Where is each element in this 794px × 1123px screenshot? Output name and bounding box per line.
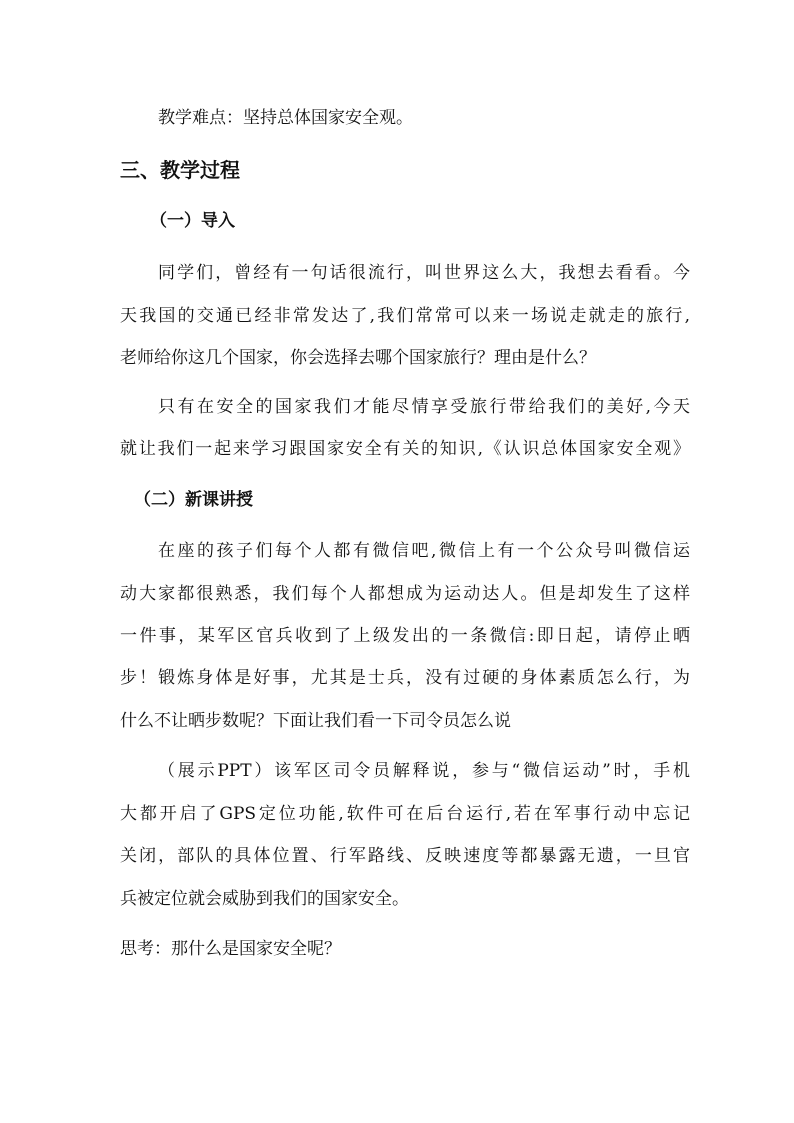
new-lesson-paragraph1-line2: 动大家都很熟悉，我们每个人都想成为运动达人。但是却发生了这样 xyxy=(120,584,690,604)
reflection-question: 思考：那什么是国家安全呢？ xyxy=(120,939,341,959)
new-lesson-paragraph2-line2: 大都开启了GPS定位功能,软件可在后台运行,若在军事行动中忘记 xyxy=(120,804,690,824)
intro-heading: （一）导入 xyxy=(150,211,235,231)
new-lesson-paragraph1-line3: 一件事，某军区官兵收到了上级发出的一条微信:即日起，请停止晒 xyxy=(120,626,690,646)
intro-paragraph2-line1: 只有在安全的国家我们才能尽情享受旅行带给我们的美好,今天 xyxy=(158,397,690,417)
teaching-difficulty-line: 教学难点：坚持总体国家安全观。 xyxy=(158,108,413,128)
new-lesson-paragraph1-line4: 步！锻炼身体是好事，尤其是士兵，没有过硬的身体素质怎么行，为 xyxy=(120,668,690,688)
intro-paragraph1-line1: 同学们，曾经有一句话很流行，叫世界这么大，我想去看看。今 xyxy=(158,263,690,283)
new-lesson-paragraph2-line1: （展示PPT）该军区司令员解释说，参与“微信运动”时，手机 xyxy=(158,761,690,781)
section-title: 三、教学过程 xyxy=(120,158,240,182)
new-lesson-paragraph1-line1: 在座的孩子们每个人都有微信吧,微信上有一个公众号叫微信运 xyxy=(158,541,690,561)
new-lesson-heading: （二）新课讲授 xyxy=(134,490,253,510)
intro-paragraph2-line2: 就让我们一起来学习跟国家安全有关的知识,《认识总体国家安全观》 xyxy=(120,439,690,459)
new-lesson-paragraph2-line4: 兵被定位就会威胁到我们的国家安全。 xyxy=(120,889,409,909)
intro-paragraph1-line3: 老师给你这几个国家，你会选择去哪个国家旅行？理由是什么？ xyxy=(120,348,596,368)
new-lesson-paragraph1-line5: 什么不让晒步数呢？下面让我们看一下司令员怎么说 xyxy=(120,711,511,731)
new-lesson-paragraph2-line3: 关闭，部队的具体位置、行军路线、反映速度等都暴露无遗，一旦官 xyxy=(120,846,690,866)
intro-paragraph1-line2: 天我国的交通已经非常发达了,我们常常可以来一场说走就走的旅行, xyxy=(120,306,690,326)
